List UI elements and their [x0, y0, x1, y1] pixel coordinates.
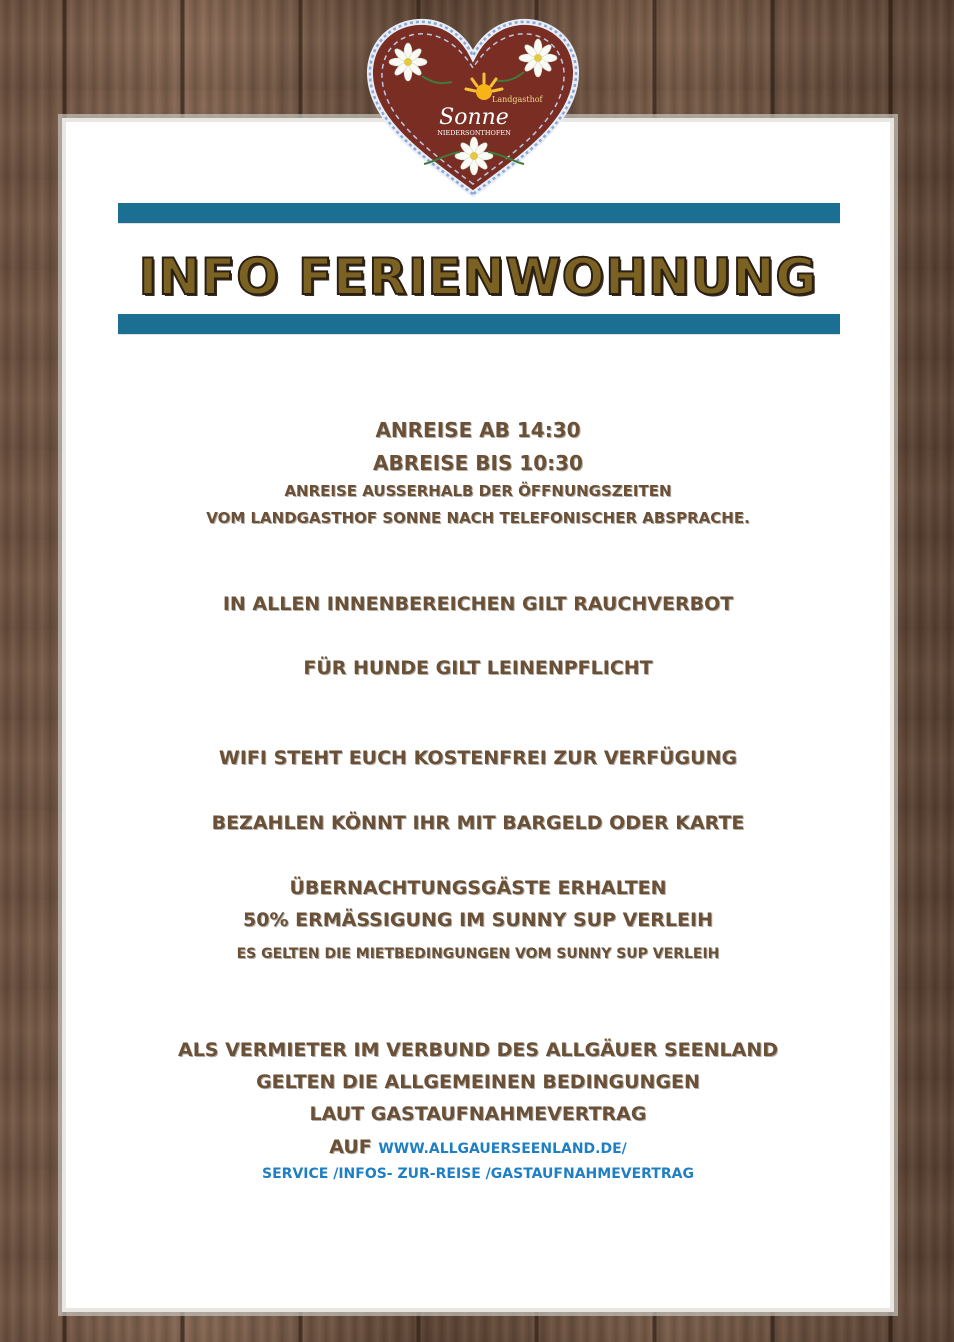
dog-leash-notice: FÜR HUNDE GILT LEINENPFLICHT [303, 657, 653, 679]
terms-url-link[interactable]: WWW.ALLGAUERSEENLAND.DE/ [378, 1141, 627, 1157]
terms-line-2: GELTEN DIE ALLGEMEINEN BEDINGUNGEN [256, 1071, 700, 1093]
terms-line-3: LAUT GASTAUFNAHMEVERTRAG [309, 1103, 647, 1125]
logo-brand-top: Landgasthof [492, 95, 543, 104]
guest-discount-line-2: 50% ERMÄSSIGUNG IM SUNNY SUP VERLEIH [243, 909, 713, 931]
arrival-note-line-1: ANREISE AUSSERHALB DER ÖFFNUNGSZEITEN [284, 482, 672, 500]
terms-line-1: ALS VERMIETER IM VERBUND DES ALLGÄUER SEENLAND [177, 1039, 779, 1061]
header-band-bottom [118, 314, 840, 334]
gingerbread-heart-logo [362, 16, 584, 198]
departure-time: ABREISE BIS 10:30 [373, 451, 583, 475]
terms-url-line [66, 1136, 890, 1158]
arrival-note-line-2: VOM LANDGASTHOF SONNE NACH TELEFONISCHER ABSPRACHE. [206, 509, 750, 527]
page-title: INFO FERIENWOHNUNG [138, 248, 818, 306]
header-band-top [118, 203, 840, 223]
logo-brand-name: Sonne [439, 105, 509, 130]
terms-url-path-link[interactable]: SERVICE /INFOS- ZUR-REISE /GASTAUFNAHMEVERTRAG [262, 1166, 694, 1182]
guest-discount-conditions: ES GELTEN DIE MIETBEDINGUNGEN VOM SUNNY SUP VERLEIH [236, 946, 720, 962]
guest-discount-line-1: ÜBERNACHTUNGSGÄSTE ERHALTEN [289, 877, 667, 899]
terms-url-prefix: AUF [329, 1136, 372, 1158]
smoking-ban-notice: IN ALLEN INNENBEREICHEN GILT RAUCHVERBOT [222, 593, 734, 615]
arrival-time: ANREISE AB 14:30 [375, 418, 581, 442]
logo-brand-place: NIEDERSONTHOFEN [437, 129, 511, 137]
payment-notice: BEZAHLEN KÖNNT IHR MIT BARGELD ODER KARTE [211, 812, 745, 834]
wifi-notice: WIFI STEHT EUCH KOSTENFREI ZUR VERFÜGUNG [218, 747, 738, 769]
